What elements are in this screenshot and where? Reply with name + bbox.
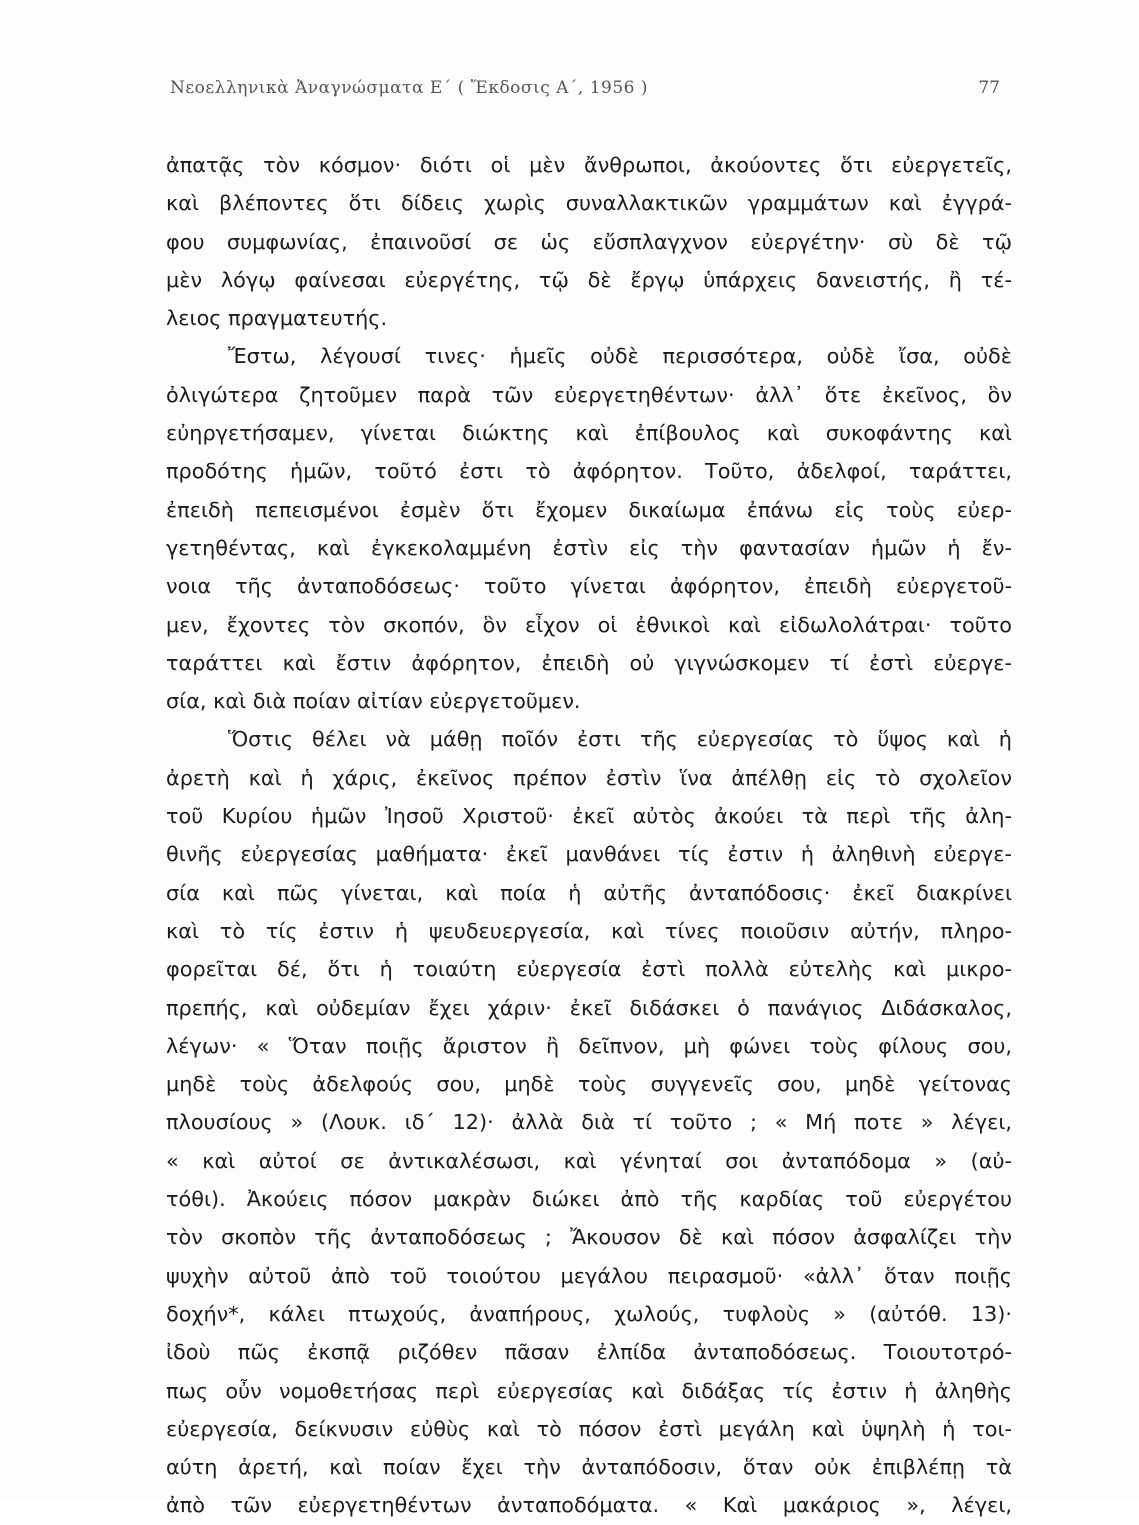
text-line: ἀρετὴ καὶ ἡ χάρις, ἐκεῖνος πρέπον ἐστὶν ἵνα ἀπέλθῃ εἰς τὸ σχολεῖον — [166, 765, 1012, 790]
text-line: δοχήν*, κάλει πτωχούς, ἀναπήρους, χωλούς, τυφλοὺς » (αὐτόθ. 13)· — [166, 1301, 1012, 1326]
page-number: 77 — [978, 78, 1000, 98]
text-line: εὐηργετήσαμεν, γίνεται διώκτης καὶ ἐπίβουλος καὶ συκοφάντης καὶ — [166, 421, 1012, 446]
text-line: ἰδοὺ πῶς ἐκσπᾷ ριζόθεν πᾶσαν ἐλπίδα ἀνταποδόσεως. Τοιουτοτρό- — [166, 1340, 1012, 1365]
text-line: προδότης ἡμῶν, τοῦτό ἐστι τὸ ἀφόρητον. Τοῦτο, ἀδελφοί, ταράττει, — [166, 459, 1012, 484]
text-line: ταράττει καὶ ἔστιν ἀφόρητον, ἐπειδὴ οὐ γιγνώσκομεν τί ἐστὶ εὐεργε- — [166, 650, 1012, 675]
text-line: πλουσίους » (Λουκ. ιδ΄ 12)· ἀλλὰ διὰ τί τοῦτο ; « Μή ποτε » λέγει, — [166, 1110, 1012, 1135]
text-line: φορεῖται δέ, ὅτι ἡ τοιαύτη εὐεργεσία ἐστὶ πολλὰ εὐτελὴς καὶ μικρο- — [166, 957, 1012, 982]
text-line: τοῦ Κυρίου ἡμῶν Ἰησοῦ Χριστοῦ· ἐκεῖ αὐτὸς ἀκούει τὰ περὶ τῆς ἀλη- — [166, 804, 1012, 829]
text-line: μὲν λόγῳ φαίνεσαι εὐεργέτης, τῷ δὲ ἔργῳ ὑπάρχεις δανειστής, ἢ τέ- — [166, 267, 1012, 292]
text-line: σία καὶ πῶς γίνεται, καὶ ποία ἡ αὐτῆς ἀνταπόδοσις· ἐκεῖ διακρίνει — [166, 880, 1012, 905]
text-line: σία, καὶ διὰ ποίαν αἰτίαν εὐεργετοῦμεν. — [166, 689, 581, 714]
text-line: νοια τῆς ἀνταποδόσεως· τοῦτο γίνεται ἀφόρητον, ἐπειδὴ εὐεργετοῦ- — [166, 574, 1012, 599]
text-line: μηδὲ τοὺς ἀδελφούς σου, μηδὲ τοὺς συγγενεῖς σου, μηδὲ γείτονας — [166, 1072, 1012, 1097]
text-line: ψυχὴν αὐτοῦ ἀπὸ τοῦ τοιούτου μεγάλου πειρασμοῦ· «ἀλλ᾿ ὅταν ποιῇς — [166, 1263, 1012, 1288]
text-line: ἀπατᾷς τὸν κόσμον· διότι οἱ μὲν ἄνθρωποι, ἀκούοντες ὅτι εὐεργετεῖς, — [166, 153, 1012, 177]
text-line: τόθι). Ἀκούεις πόσον μακρὰν διώκει ἀπὸ τῆς καρδίας τοῦ εὐεργέτου — [166, 1187, 1012, 1212]
text-line: καὶ τὸ τίς ἐστιν ἡ ψευδευεργεσία, καὶ τίνες ποιοῦσιν αὐτήν, πληρο- — [166, 918, 1012, 943]
running-head-title: Νεοελληνικὰ Ἀναγνώσματα Ε΄ ( Ἔκδοσις Α΄, 1956 ) — [170, 78, 649, 98]
paragraph-first-line: Ὅστις θέλει νὰ μάθῃ ποῖόν ἐστι τῆς εὐεργεσίας τὸ ὕψος καὶ ἡ — [228, 727, 1012, 752]
body-text — [166, 146, 1012, 1525]
text-line: φου συμφωνίας, ἐπαινοῦσί σε ὡς εὔσπλαγχνον εὐεργέτην· σὺ δὲ τῷ — [166, 229, 1012, 254]
text-line: ὀλιγώτερα ζητοῦμεν παρὰ τῶν εὐεργετηθέντων· ἀλλ᾿ ὅτε ἐκεῖνος, ὃν — [166, 382, 1012, 407]
text-line: ἐπειδὴ πεπεισμένοι ἐσμὲν ὅτι ἔχομεν δικαίωμα ἐπάνω εἰς τοὺς εὐερ- — [166, 497, 1012, 522]
text-line: γετηθέντας, καὶ ἐγκεκολαμμένη ἐστὶν εἰς τὴν φαντασίαν ἡμῶν ἡ ἔν- — [166, 535, 1012, 560]
text-line: τὸν σκοπὸν τῆς ἀνταποδόσεως ; Ἄκουσον δὲ καὶ πόσον ἀσφαλίζει τὴν — [166, 1225, 1012, 1250]
running-head — [170, 78, 1000, 108]
text-line: εὐεργεσία, δείκνυσιν εὐθὺς καὶ τὸ πόσον ἐστὶ μεγάλη καὶ ὑψηλὴ ἡ τοι- — [166, 1416, 1012, 1441]
text-line: μεν, ἔχοντες τὸν σκοπόν, ὃν εἶχον οἱ ἐθνικοὶ καὶ εἰδωλολάτραι· τοῦτο — [166, 612, 1012, 637]
text-line: καὶ βλέποντες ὅτι δίδεις χωρὶς συναλλακτικῶν γραμμάτων καὶ ἐγγρά- — [166, 191, 1012, 216]
text-line: ἀπὸ τῶν εὐεργετηθέντων ἀνταποδόματα. « Καὶ μακάριος », λέγει, — [166, 1493, 1012, 1518]
text-line: πως οὖν νομοθετήσας περὶ εὐεργεσίας καὶ διδάξας τίς ἐστιν ἡ ἀληθὴς — [166, 1378, 1012, 1403]
text-line: πρεπής, καὶ οὐδεμίαν ἔχει χάριν· ἐκεῖ διδάσκει ὁ πανάγιος Διδάσκαλος, — [166, 995, 1012, 1020]
text-line: « καὶ αὐτοί σε ἀντικαλέσωσι, καὶ γένηταί σοι ἀνταπόδομα » (αὐ- — [166, 1148, 1012, 1173]
text-line: θινῆς εὐεργεσίας μαθήματα· ἐκεῖ μανθάνει τίς ἐστιν ἡ ἀληθινὴ εὐεργε- — [166, 842, 1012, 867]
paragraph-first-line: Ἔστω, λέγουσί τινες· ἡμεῖς οὐδὲ περισσότερα, οὐδὲ ἴσα, οὐδὲ — [228, 344, 1012, 369]
text-line: λειος πραγματευτής. — [166, 306, 388, 331]
text-line: αύτη ἀρετή, καὶ ποίαν ἔχει τὴν ἀνταπόδοσιν, ὅταν οὐκ ἐπιβλέπῃ τὰ — [166, 1455, 1012, 1480]
text-line: λέγων· « Ὅταν ποιῇς ἄριστον ἢ δεῖπνον, μὴ φώνει τοὺς φίλους σου, — [166, 1033, 1012, 1058]
